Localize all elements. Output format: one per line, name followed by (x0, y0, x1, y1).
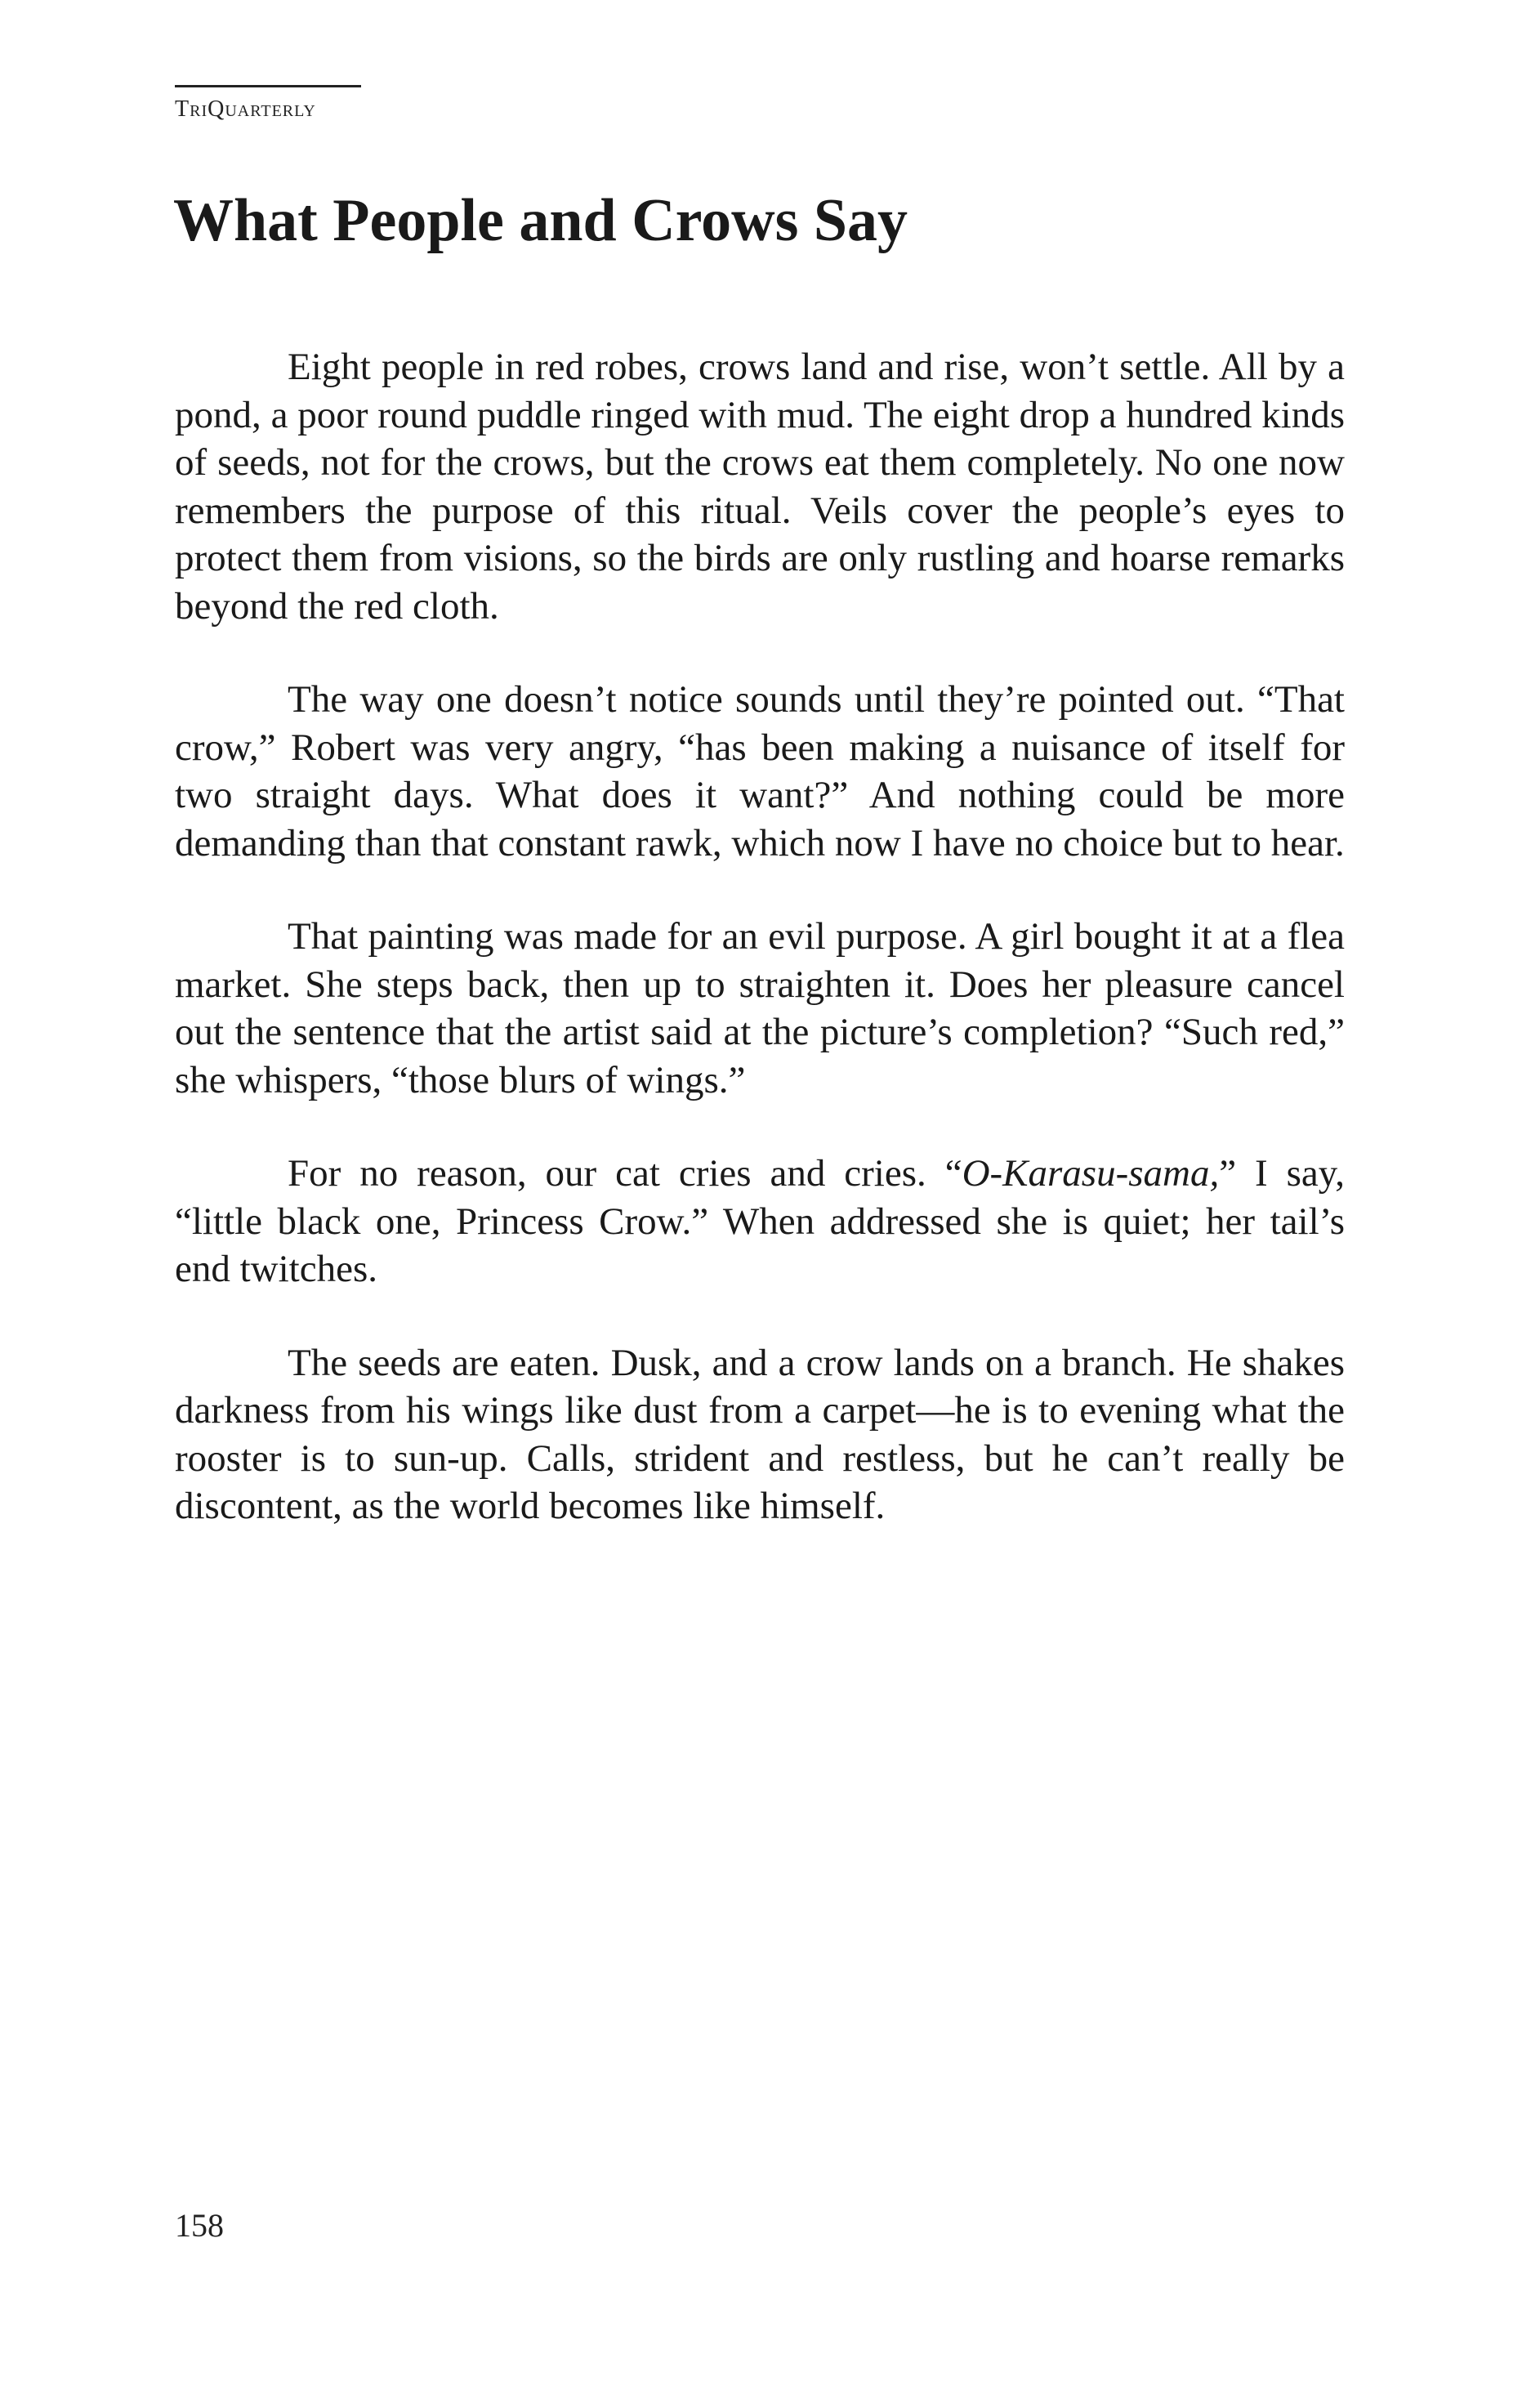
paragraph-italic-text: O-Karasu-sama, (962, 1152, 1220, 1195)
paragraph: The seeds are eaten. Dusk, and a crow lands on a branch. He shakes darkness from his wings like dust from a carpet—he is to evening what the rooster is to sun-up. Calls, strident and restless, but he can’t really be discontent, as the world becomes like himself. (175, 1341, 1345, 1527)
running-head-rule (175, 85, 361, 87)
paragraph: The way one doesn’t notice sounds until they’re pointed out. “That crow,” Robert was very angry, “has been making a nuisance of itself for two straight days. What does it want?” And nothing could be more demanding than that constant rawk, which now I have no choice but to hear. (175, 678, 1345, 864)
paragraph: That painting was made for an evil purpose. A girl bought it at a flea market. She steps back, then up to straighten it. Does her pleasure cancel out the sentence that the artist said at the picture’s completion? “Such red,” she whispers, “those blurs of wings.” (175, 915, 1345, 1101)
paragraph-text: ” I say, “little black one, Princess Crow.” When addressed she is quiet; her tail’s end twitches. (175, 1152, 1345, 1290)
article-title: What People and Crows Say (173, 187, 908, 254)
running-head: TriQuarterly (175, 96, 316, 122)
paragraph-text: For no reason, our cat cries and cries. “ (288, 1152, 962, 1195)
page-number: 158 (175, 2207, 224, 2244)
article-body (175, 343, 1345, 1576)
paragraph (175, 1150, 1345, 1293)
paragraph: Eight people in red robes, crows land and rise, won’t settle. All by a pond, a poor round puddle ringed with mud. The eight drop a hundred kinds of seeds, not for the crows, but the crows eat them completely. No one now remembers the purpose of this ritual. Veils cover the people’s eyes to protect them from visions, so the birds are only rustling and hoarse remarks beyond the red cloth. (175, 346, 1345, 628)
